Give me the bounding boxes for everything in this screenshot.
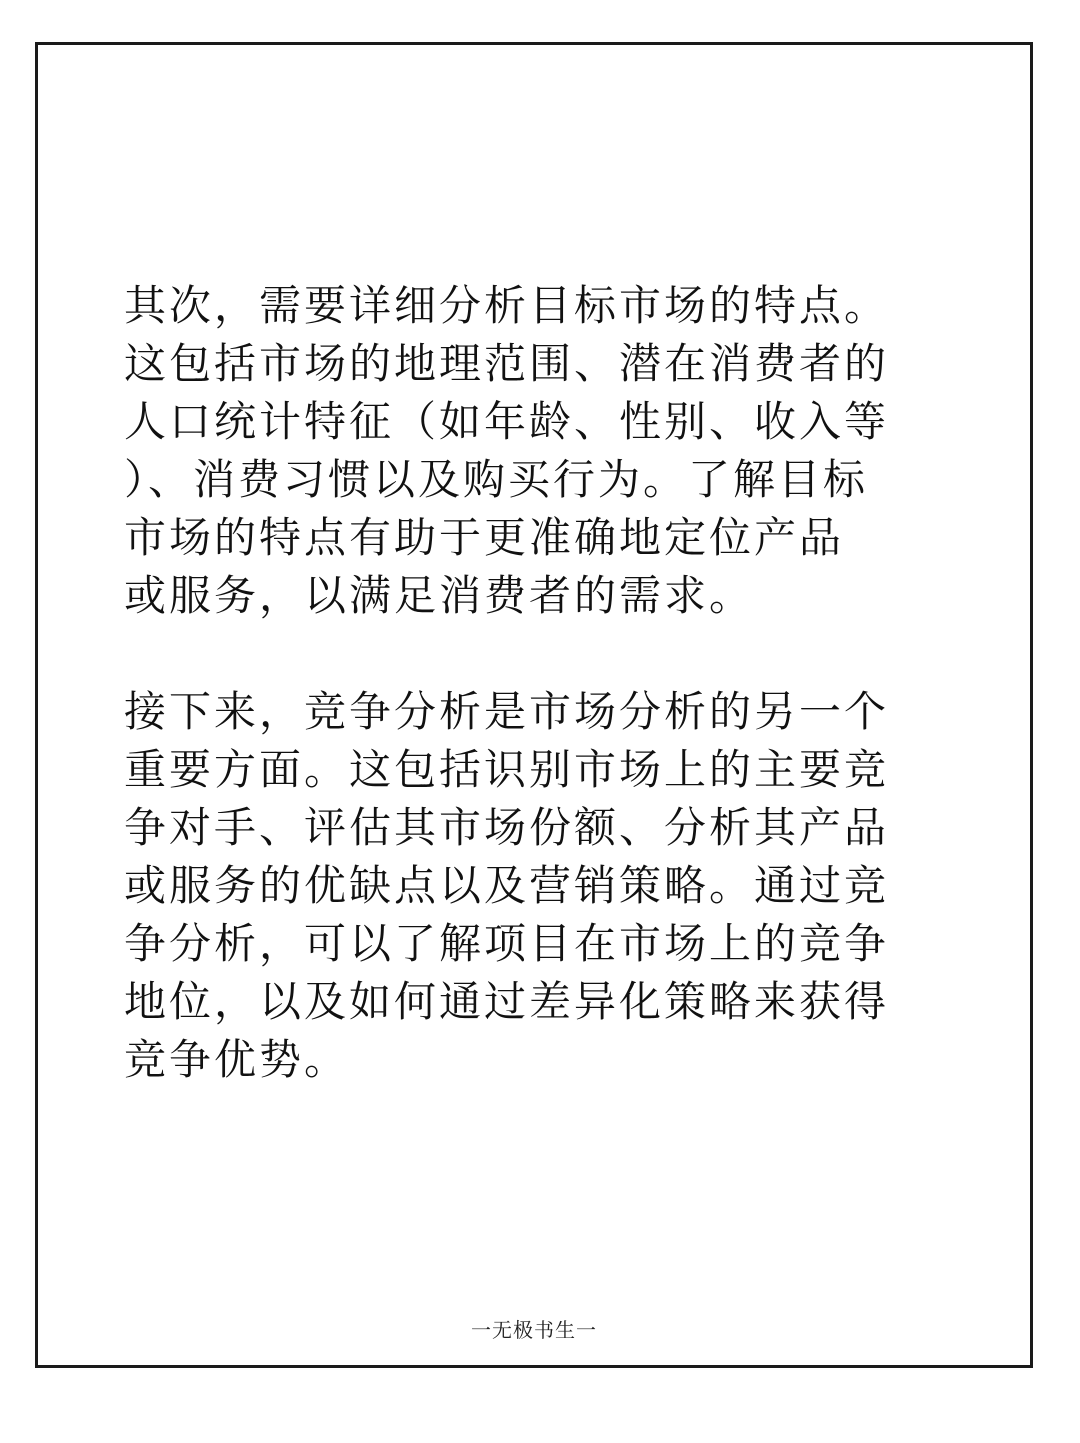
article-body bbox=[124, 277, 964, 1089]
paragraph-competition-analysis: 接下来，竞争分析是市场分析的另一个 重要方面。这包括识别市场上的主要竞 争对手、评估其市场份额、分析其产品 或服务的优缺点以及营销策略。通过竞 争分析，可以了解项目在市场上的竞争 地位，以及如何通过差异化策略来获得 竞争优势。 bbox=[124, 687, 890, 1084]
author-signature: 一无极书生一 bbox=[471, 1318, 597, 1342]
paragraph-target-market: 其次，需要详细分析目标市场的特点。 这包括市场的地理范围、潜在消费者的 人口统计特征（如年龄、性别、收入等 ）、消费习惯以及购买行为。了解目标 市场的特点有助于更准确地定位产品 或服务，以满足消费者的需求。 bbox=[124, 281, 890, 620]
page-frame bbox=[35, 42, 1033, 1368]
